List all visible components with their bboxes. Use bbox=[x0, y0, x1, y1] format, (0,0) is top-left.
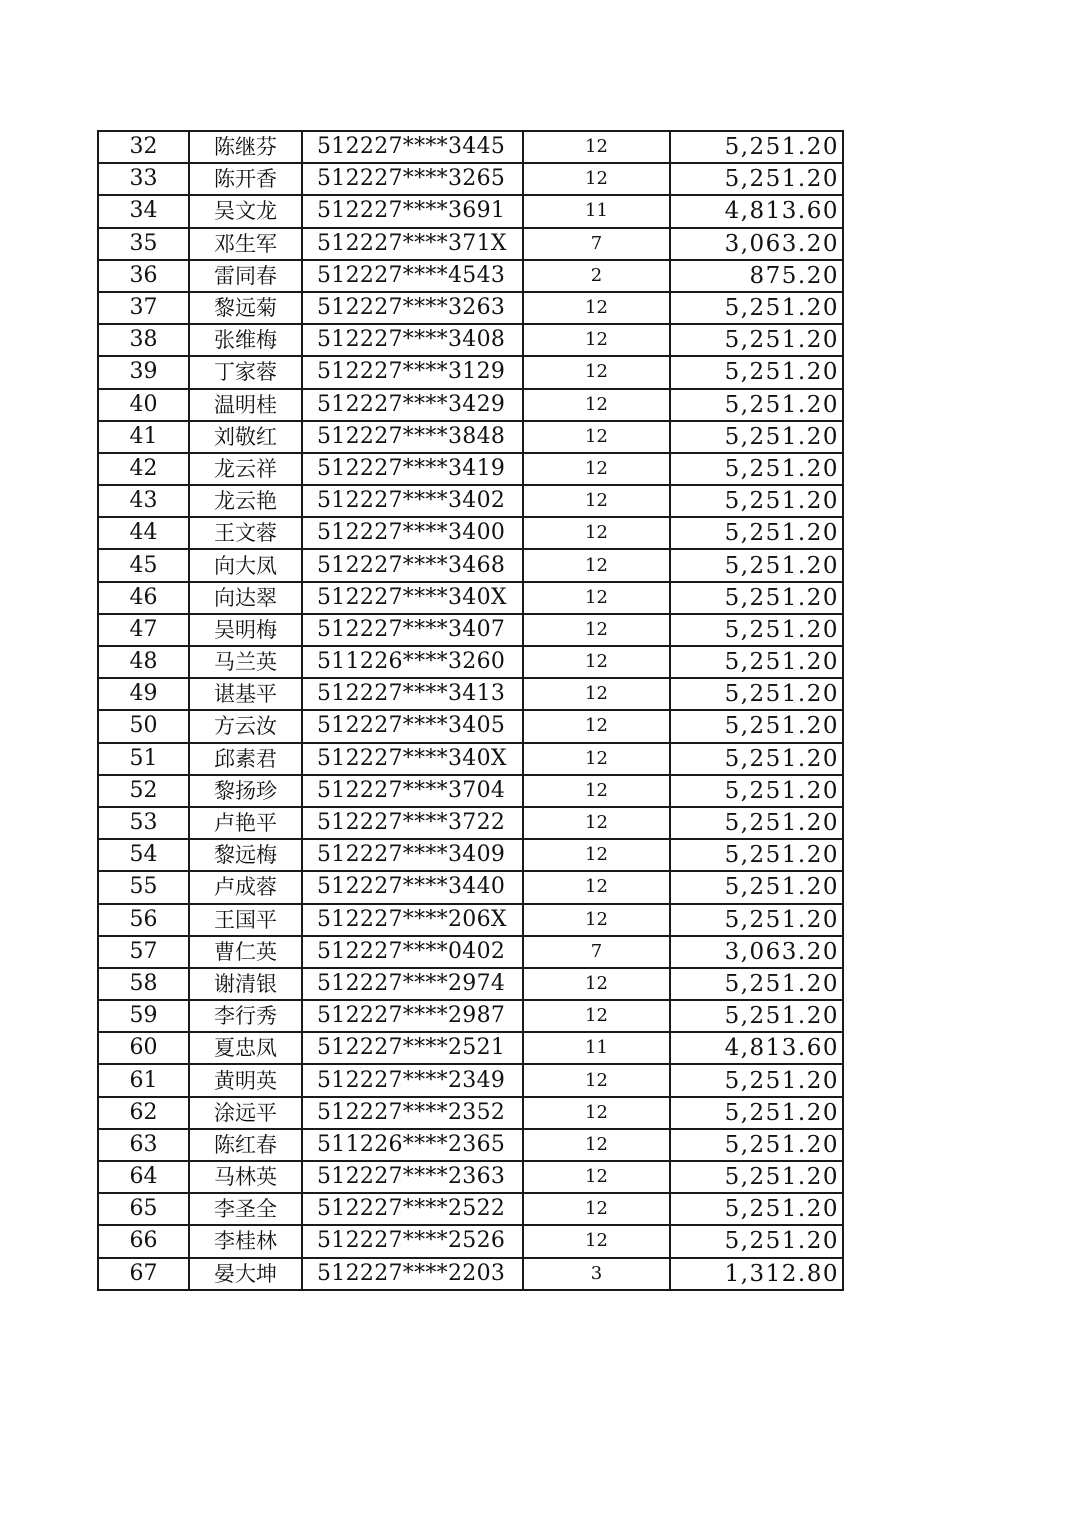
table-row bbox=[98, 389, 843, 421]
name-cell: 黄明英 bbox=[189, 1064, 302, 1096]
amount-cell: 4,813.60 bbox=[670, 195, 843, 227]
id-number-cell: 511226****3260 bbox=[302, 646, 523, 678]
amount-cell: 5,251.20 bbox=[670, 389, 843, 421]
amount-cell: 5,251.20 bbox=[670, 646, 843, 678]
row-number-cell: 36 bbox=[98, 260, 189, 292]
months-cell: 12 bbox=[523, 807, 670, 839]
table-row bbox=[98, 549, 843, 581]
name-cell: 李桂林 bbox=[189, 1225, 302, 1257]
months-cell: 12 bbox=[523, 389, 670, 421]
name-cell: 晏大坤 bbox=[189, 1258, 302, 1290]
row-number-cell: 46 bbox=[98, 582, 189, 614]
name-cell: 马兰英 bbox=[189, 646, 302, 678]
row-number-cell: 34 bbox=[98, 195, 189, 227]
name-cell: 刘敬红 bbox=[189, 421, 302, 453]
months-cell: 12 bbox=[523, 710, 670, 742]
id-number-cell: 512227****3848 bbox=[302, 421, 523, 453]
name-cell: 雷同春 bbox=[189, 260, 302, 292]
months-cell: 3 bbox=[523, 1258, 670, 1290]
id-number-cell: 512227****4543 bbox=[302, 260, 523, 292]
row-number-cell: 57 bbox=[98, 936, 189, 968]
table-row bbox=[98, 1032, 843, 1064]
row-number-cell: 44 bbox=[98, 517, 189, 549]
table-row bbox=[98, 1258, 843, 1290]
id-number-cell: 512227****3440 bbox=[302, 871, 523, 903]
name-cell: 王国平 bbox=[189, 904, 302, 936]
name-cell: 丁家蓉 bbox=[189, 356, 302, 388]
id-number-cell: 512227****3445 bbox=[302, 131, 523, 163]
amount-cell: 5,251.20 bbox=[670, 871, 843, 903]
amount-cell: 3,063.20 bbox=[670, 228, 843, 260]
months-cell: 12 bbox=[523, 1097, 670, 1129]
name-cell: 方云汝 bbox=[189, 710, 302, 742]
table-row bbox=[98, 968, 843, 1000]
name-cell: 夏忠凤 bbox=[189, 1032, 302, 1064]
id-number-cell: 512227****3704 bbox=[302, 775, 523, 807]
amount-cell: 5,251.20 bbox=[670, 1064, 843, 1096]
id-number-cell: 512227****3407 bbox=[302, 614, 523, 646]
id-number-cell: 512227****3691 bbox=[302, 195, 523, 227]
name-cell: 王文蓉 bbox=[189, 517, 302, 549]
row-number-cell: 41 bbox=[98, 421, 189, 453]
id-number-cell: 512227****340X bbox=[302, 743, 523, 775]
name-cell: 邱素君 bbox=[189, 743, 302, 775]
months-cell: 11 bbox=[523, 1032, 670, 1064]
name-cell: 李行秀 bbox=[189, 1000, 302, 1032]
table-body bbox=[98, 131, 843, 1290]
table-row bbox=[98, 163, 843, 195]
months-cell: 12 bbox=[523, 775, 670, 807]
months-cell: 12 bbox=[523, 678, 670, 710]
amount-cell: 5,251.20 bbox=[670, 356, 843, 388]
table-row bbox=[98, 839, 843, 871]
table-row bbox=[98, 292, 843, 324]
id-number-cell: 512227****2526 bbox=[302, 1225, 523, 1257]
amount-cell: 5,251.20 bbox=[670, 131, 843, 163]
id-number-cell: 512227****3405 bbox=[302, 710, 523, 742]
row-number-cell: 38 bbox=[98, 324, 189, 356]
row-number-cell: 32 bbox=[98, 131, 189, 163]
id-number-cell: 512227****3402 bbox=[302, 485, 523, 517]
table-row bbox=[98, 421, 843, 453]
name-cell: 吴明梅 bbox=[189, 614, 302, 646]
row-number-cell: 51 bbox=[98, 743, 189, 775]
months-cell: 12 bbox=[523, 1193, 670, 1225]
id-number-cell: 512227****3408 bbox=[302, 324, 523, 356]
id-number-cell: 512227****0402 bbox=[302, 936, 523, 968]
table-row bbox=[98, 131, 843, 163]
name-cell: 温明桂 bbox=[189, 389, 302, 421]
months-cell: 7 bbox=[523, 228, 670, 260]
table-row bbox=[98, 582, 843, 614]
months-cell: 7 bbox=[523, 936, 670, 968]
months-cell: 12 bbox=[523, 1225, 670, 1257]
table-row bbox=[98, 743, 843, 775]
id-number-cell: 512227****2363 bbox=[302, 1161, 523, 1193]
months-cell: 12 bbox=[523, 646, 670, 678]
id-number-cell: 512227****2974 bbox=[302, 968, 523, 1000]
row-number-cell: 52 bbox=[98, 775, 189, 807]
name-cell: 向大凤 bbox=[189, 549, 302, 581]
subsidy-table bbox=[97, 130, 844, 1291]
id-number-cell: 512227****206X bbox=[302, 904, 523, 936]
table-row bbox=[98, 678, 843, 710]
months-cell: 12 bbox=[523, 1161, 670, 1193]
months-cell: 12 bbox=[523, 1064, 670, 1096]
name-cell: 黎扬珍 bbox=[189, 775, 302, 807]
row-number-cell: 45 bbox=[98, 549, 189, 581]
name-cell: 曹仁英 bbox=[189, 936, 302, 968]
name-cell: 陈红春 bbox=[189, 1129, 302, 1161]
amount-cell: 5,251.20 bbox=[670, 839, 843, 871]
id-number-cell: 512227****2349 bbox=[302, 1064, 523, 1096]
name-cell: 马林英 bbox=[189, 1161, 302, 1193]
row-number-cell: 64 bbox=[98, 1161, 189, 1193]
id-number-cell: 512227****3413 bbox=[302, 678, 523, 710]
amount-cell: 5,251.20 bbox=[670, 678, 843, 710]
row-number-cell: 65 bbox=[98, 1193, 189, 1225]
amount-cell: 5,251.20 bbox=[670, 807, 843, 839]
months-cell: 12 bbox=[523, 614, 670, 646]
table-row bbox=[98, 517, 843, 549]
amount-cell: 5,251.20 bbox=[670, 1225, 843, 1257]
row-number-cell: 56 bbox=[98, 904, 189, 936]
amount-cell: 5,251.20 bbox=[670, 1161, 843, 1193]
amount-cell: 1,312.80 bbox=[670, 1258, 843, 1290]
table-row bbox=[98, 260, 843, 292]
id-number-cell: 512227****3722 bbox=[302, 807, 523, 839]
months-cell: 12 bbox=[523, 743, 670, 775]
table-row bbox=[98, 228, 843, 260]
amount-cell: 5,251.20 bbox=[670, 710, 843, 742]
name-cell: 黎远菊 bbox=[189, 292, 302, 324]
amount-cell: 875.20 bbox=[670, 260, 843, 292]
id-number-cell: 512227****2522 bbox=[302, 1193, 523, 1225]
table-row bbox=[98, 1193, 843, 1225]
months-cell: 12 bbox=[523, 1129, 670, 1161]
amount-cell: 5,251.20 bbox=[670, 904, 843, 936]
name-cell: 陈开香 bbox=[189, 163, 302, 195]
table-row bbox=[98, 453, 843, 485]
amount-cell: 5,251.20 bbox=[670, 743, 843, 775]
table-row bbox=[98, 1097, 843, 1129]
amount-cell: 5,251.20 bbox=[670, 292, 843, 324]
table-row bbox=[98, 1064, 843, 1096]
table-row bbox=[98, 356, 843, 388]
name-cell: 陈继芬 bbox=[189, 131, 302, 163]
id-number-cell: 512227****3468 bbox=[302, 549, 523, 581]
row-number-cell: 33 bbox=[98, 163, 189, 195]
table-row bbox=[98, 485, 843, 517]
table-row bbox=[98, 1000, 843, 1032]
months-cell: 12 bbox=[523, 871, 670, 903]
amount-cell: 5,251.20 bbox=[670, 1129, 843, 1161]
name-cell: 张维梅 bbox=[189, 324, 302, 356]
months-cell: 12 bbox=[523, 1000, 670, 1032]
name-cell: 龙云祥 bbox=[189, 453, 302, 485]
id-number-cell: 512227****2987 bbox=[302, 1000, 523, 1032]
amount-cell: 5,251.20 bbox=[670, 324, 843, 356]
months-cell: 12 bbox=[523, 356, 670, 388]
table-row bbox=[98, 1129, 843, 1161]
months-cell: 12 bbox=[523, 131, 670, 163]
months-cell: 12 bbox=[523, 485, 670, 517]
row-number-cell: 49 bbox=[98, 678, 189, 710]
row-number-cell: 40 bbox=[98, 389, 189, 421]
row-number-cell: 53 bbox=[98, 807, 189, 839]
months-cell: 12 bbox=[523, 549, 670, 581]
id-number-cell: 512227****3400 bbox=[302, 517, 523, 549]
amount-cell: 3,063.20 bbox=[670, 936, 843, 968]
months-cell: 2 bbox=[523, 260, 670, 292]
months-cell: 12 bbox=[523, 324, 670, 356]
id-number-cell: 512227****3129 bbox=[302, 356, 523, 388]
row-number-cell: 43 bbox=[98, 485, 189, 517]
months-cell: 12 bbox=[523, 582, 670, 614]
id-number-cell: 512227****3409 bbox=[302, 839, 523, 871]
row-number-cell: 48 bbox=[98, 646, 189, 678]
row-number-cell: 54 bbox=[98, 839, 189, 871]
amount-cell: 5,251.20 bbox=[670, 485, 843, 517]
amount-cell: 5,251.20 bbox=[670, 1000, 843, 1032]
amount-cell: 5,251.20 bbox=[670, 1193, 843, 1225]
row-number-cell: 39 bbox=[98, 356, 189, 388]
months-cell: 12 bbox=[523, 421, 670, 453]
id-number-cell: 512227****3265 bbox=[302, 163, 523, 195]
table-row bbox=[98, 646, 843, 678]
name-cell: 卢艳平 bbox=[189, 807, 302, 839]
months-cell: 12 bbox=[523, 292, 670, 324]
name-cell: 卢成蓉 bbox=[189, 871, 302, 903]
row-number-cell: 47 bbox=[98, 614, 189, 646]
table-row bbox=[98, 195, 843, 227]
name-cell: 谢清银 bbox=[189, 968, 302, 1000]
name-cell: 黎远梅 bbox=[189, 839, 302, 871]
amount-cell: 5,251.20 bbox=[670, 163, 843, 195]
table-row bbox=[98, 614, 843, 646]
name-cell: 谌基平 bbox=[189, 678, 302, 710]
row-number-cell: 35 bbox=[98, 228, 189, 260]
id-number-cell: 512227****340X bbox=[302, 582, 523, 614]
amount-cell: 5,251.20 bbox=[670, 1097, 843, 1129]
row-number-cell: 50 bbox=[98, 710, 189, 742]
name-cell: 邓生军 bbox=[189, 228, 302, 260]
amount-cell: 5,251.20 bbox=[670, 453, 843, 485]
table-row bbox=[98, 871, 843, 903]
months-cell: 11 bbox=[523, 195, 670, 227]
row-number-cell: 59 bbox=[98, 1000, 189, 1032]
amount-cell: 5,251.20 bbox=[670, 775, 843, 807]
row-number-cell: 55 bbox=[98, 871, 189, 903]
row-number-cell: 62 bbox=[98, 1097, 189, 1129]
amount-cell: 5,251.20 bbox=[670, 517, 843, 549]
row-number-cell: 37 bbox=[98, 292, 189, 324]
id-number-cell: 512227****3429 bbox=[302, 389, 523, 421]
amount-cell: 5,251.20 bbox=[670, 421, 843, 453]
amount-cell: 5,251.20 bbox=[670, 614, 843, 646]
row-number-cell: 61 bbox=[98, 1064, 189, 1096]
name-cell: 吴文龙 bbox=[189, 195, 302, 227]
months-cell: 12 bbox=[523, 517, 670, 549]
id-number-cell: 512227****3419 bbox=[302, 453, 523, 485]
table-row bbox=[98, 1161, 843, 1193]
row-number-cell: 66 bbox=[98, 1225, 189, 1257]
row-number-cell: 58 bbox=[98, 968, 189, 1000]
id-number-cell: 512227****2203 bbox=[302, 1258, 523, 1290]
months-cell: 12 bbox=[523, 453, 670, 485]
row-number-cell: 42 bbox=[98, 453, 189, 485]
name-cell: 李圣全 bbox=[189, 1193, 302, 1225]
id-number-cell: 512227****2352 bbox=[302, 1097, 523, 1129]
id-number-cell: 511226****2365 bbox=[302, 1129, 523, 1161]
row-number-cell: 63 bbox=[98, 1129, 189, 1161]
table-row bbox=[98, 936, 843, 968]
id-number-cell: 512227****3263 bbox=[302, 292, 523, 324]
table-row bbox=[98, 775, 843, 807]
id-number-cell: 512227****371X bbox=[302, 228, 523, 260]
row-number-cell: 60 bbox=[98, 1032, 189, 1064]
amount-cell: 5,251.20 bbox=[670, 582, 843, 614]
name-cell: 龙云艳 bbox=[189, 485, 302, 517]
table-row bbox=[98, 710, 843, 742]
months-cell: 12 bbox=[523, 163, 670, 195]
name-cell: 涂远平 bbox=[189, 1097, 302, 1129]
id-number-cell: 512227****2521 bbox=[302, 1032, 523, 1064]
table-row bbox=[98, 904, 843, 936]
row-number-cell: 67 bbox=[98, 1258, 189, 1290]
months-cell: 12 bbox=[523, 904, 670, 936]
name-cell: 向达翠 bbox=[189, 582, 302, 614]
amount-cell: 5,251.20 bbox=[670, 549, 843, 581]
amount-cell: 5,251.20 bbox=[670, 968, 843, 1000]
table-row bbox=[98, 807, 843, 839]
table-row bbox=[98, 1225, 843, 1257]
months-cell: 12 bbox=[523, 968, 670, 1000]
months-cell: 12 bbox=[523, 839, 670, 871]
table-row bbox=[98, 324, 843, 356]
amount-cell: 4,813.60 bbox=[670, 1032, 843, 1064]
